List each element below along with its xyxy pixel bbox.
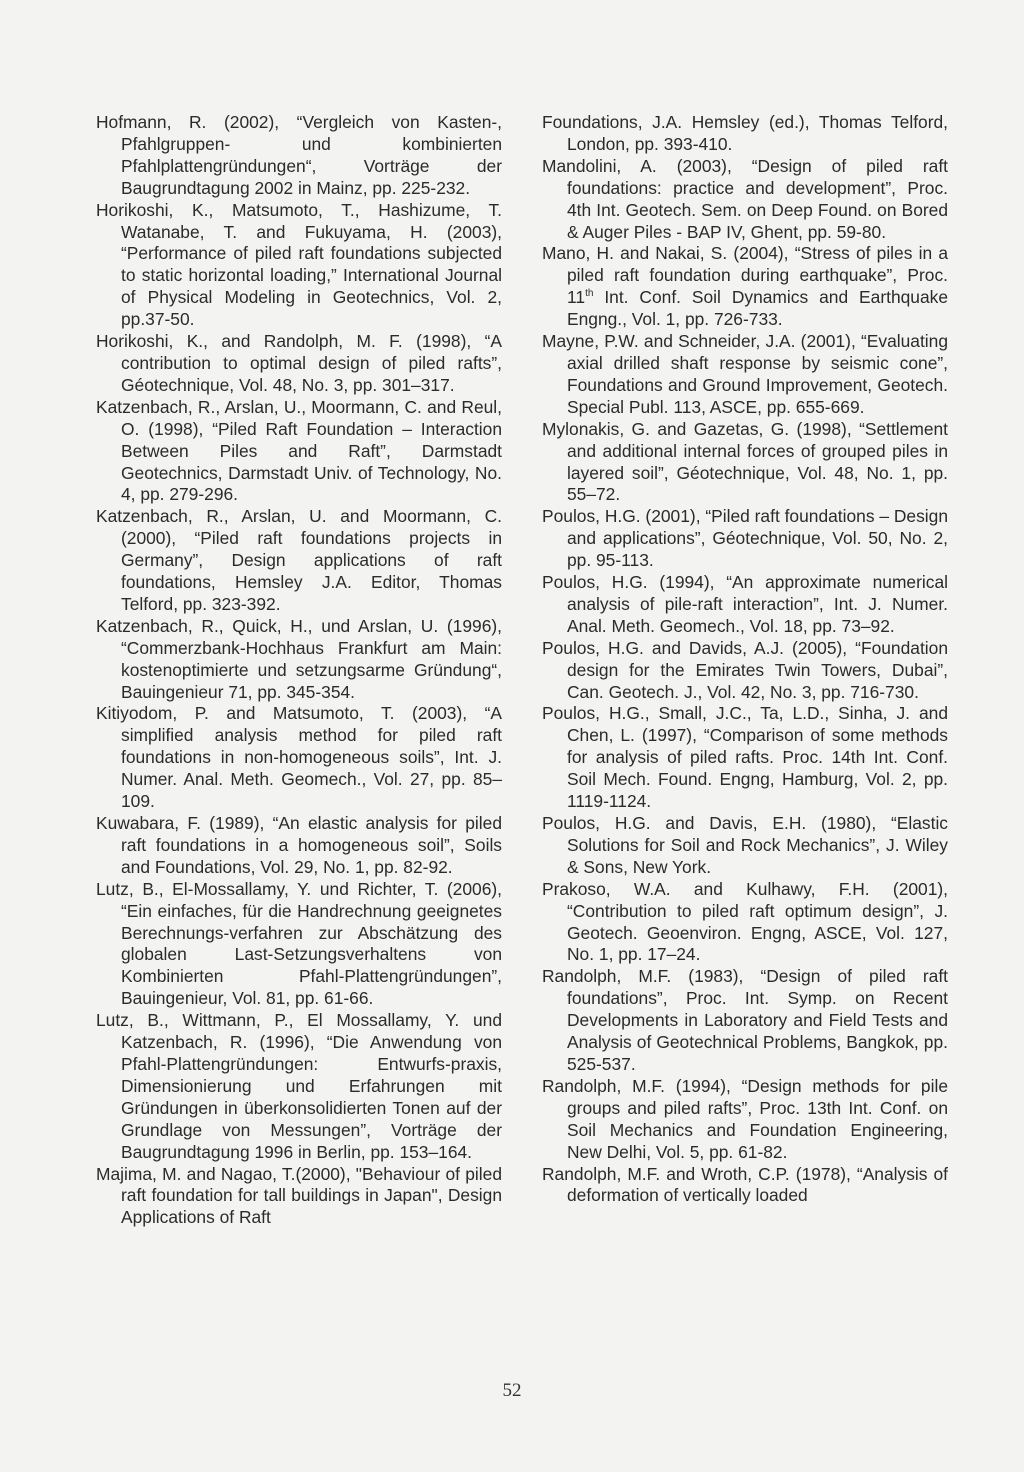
reference-entry: Prakoso, W.A. and Kulhawy, F.H. (2001), “Contribution to piled raft optimum design”, J. Geotech. Geoenviron. Engng, ASCE, Vol. 127, No. 1, pp. 17–24. xyxy=(542,878,948,965)
references-left-column xyxy=(96,112,502,1229)
reference-entry: Horikoshi, K., Matsumoto, T., Hashizume, T. Watanabe, T. and Fukuyama, H. (2003), “Performance of piled raft foundations subjected to static horizontal loading,” International Journal of Physical Modeling in Geotechnics, Vol. 2, pp.37-50. xyxy=(96,199,502,330)
reference-entry: Katzenbach, R., Arslan, U. and Moormann, C. (2000), “Piled raft foundations projects in Germany”, Design applications of raft foundations, Hemsley J.A. Editor, Thomas Telford, pp. 323-392. xyxy=(96,506,502,614)
reference-entry-mano xyxy=(542,243,948,331)
reference-entry: Poulos, H.G., Small, J.C., Ta, L.D., Sinha, J. and Chen, L. (1997), “Comparison of some methods for analysis of piled rafts. Proc. 14th Int. Conf. Soil Mech. Found. Engng, Hamburg, Vol. 2, pp. 1119-1124. xyxy=(542,703,948,812)
reference-entry: Mandolini, A. (2003), “Design of piled raft foundations: practice and development”, Proc. 4th Int. Geotech. Sem. on Deep Found. on Bored & Auger Piles - BAP IV, Ghent, pp. 59-80. xyxy=(542,155,948,242)
superscript: th xyxy=(585,288,594,300)
reference-entry: Kitiyodom, P. and Matsumoto, T. (2003), “A simplified analysis method for piled raft foundations in non-homogeneous soils”, Int. J. Numer. Anal. Meth. Geomech., Vol. 27, pp. 85–109. xyxy=(96,703,502,812)
reference-entry: Randolph, M.F. and Wroth, C.P. (1978), “Analysis of deformation of vertically loaded xyxy=(542,1163,948,1206)
reference-text: Mano, H. and Nakai, S. (2004), “Stress of piles in a piled raft foundation during earthquake”, Proc. 11 xyxy=(542,243,948,308)
page-number: 52 xyxy=(502,1380,522,1401)
reference-entry: Majima, M. and Nagao, T.(2000), "Behaviour of piled raft foundation for tall buildings in Japan", Design Applications of Raft xyxy=(96,1163,502,1228)
reference-entry: Katzenbach, R., Quick, H., und Arslan, U. (1996), “Commerzbank-Hochhaus Frankfurt am Main: kostenoptimierte und setzungsarme Gründung“, Bauingenieur 71, pp. 345-354. xyxy=(96,615,502,702)
reference-entry: Poulos, H.G. and Davis, E.H. (1980), “Elastic Solutions for Soil and Rock Mechanics”, J. Wiley & Sons, New York. xyxy=(542,813,948,877)
reference-entry: Poulos, H.G. (1994), “An approximate numerical analysis of pile-raft interaction”, Int. J. Numer. Anal. Meth. Geomech., Vol. 18, pp. 73–92. xyxy=(542,572,948,636)
reference-entry: Mylonakis, G. and Gazetas, G. (1998), “Settlement and additional internal forces of grouped piles in layered soil”, Géotechnique, Vol. 48, No. 1, pp. 55–72. xyxy=(542,418,948,505)
reference-entry: Poulos, H.G. (2001), “Piled raft foundations – Design and applications”, Géotechnique, Vol. 50, No. 2, pp. 95-113. xyxy=(542,506,948,571)
reference-entry: Katzenbach, R., Arslan, U., Moormann, C. and Reul, O. (1998), “Piled Raft Foundation – Interaction Between Piles and Raft”, Darmstadt Geotechnics, Darmstadt Univ. of Technology, No. 4, pp. 279-296. xyxy=(96,396,502,505)
reference-entry: Randolph, M.F. (1983), “Design of piled raft foundations”, Proc. Int. Symp. on Recent Developments in Laboratory and Field Tests and Analysis of Geotechnical Problems, Bangkok, pp. 525-537. xyxy=(542,966,948,1074)
reference-entry: Lutz, B., Wittmann, P., El Mossallamy, Y. und Katzenbach, R. (1996), “Die Anwendung von Pfahl-Plattengründungen: Entwurfs-praxis, Dimensionierung und Erfahrungen mit Gründungen in überkonsolidierten Tonen auf der Grundlage von Messungen”, Vorträge der Baugrundtagung 1996 in Berlin, pp. 153–164. xyxy=(96,1010,502,1162)
references-right-column xyxy=(542,112,948,1207)
reference-entry-continued: Foundations, J.A. Hemsley (ed.), Thomas Telford, London, pp. 393-410. xyxy=(542,112,948,154)
reference-text: Int. Conf. Soil Dynamics and Earthquake Engng., Vol. 1, pp. 726-733. xyxy=(567,287,948,330)
reference-entry: Mayne, P.W. and Schneider, J.A. (2001), “Evaluating axial drilled shaft response by seismic cone”, Foundations and Ground Improvement, Geotech. Special Publ. 113, ASCE, pp. 655-669. xyxy=(542,331,948,417)
reference-entry: Hofmann, R. (2002), “Vergleich von Kasten-, Pfahlgruppen- und kombinierten Pfahlplattengründungen“, Vorträge der Baugrundtagung 2002 in Mainz, pp. 225-232. xyxy=(96,112,502,198)
reference-entry: Lutz, B., El-Mossallamy, Y. und Richter, T. (2006), “Ein einfaches, für die Handrechnung geeignetes Berechnungs-verfahren zur Abschätzung des globalen Last-Setzungsverhaltens von Kombinierten Pfahl-Plattengründungen”, Bauingenieur, Vol. 81, pp. 61-66. xyxy=(96,878,502,1009)
reference-entry: Randolph, M.F. (1994), “Design methods for pile groups and piled rafts”, Proc. 13th Int. Conf. on Soil Mechanics and Foundation Engineering, New Delhi, Vol. 5, pp. 61-82. xyxy=(542,1075,948,1162)
reference-entry: Poulos, H.G. and Davids, A.J. (2005), “Foundation design for the Emirates Twin Towers, Dubai”, Can. Geotech. J., Vol. 42, No. 3, pp. 716-730. xyxy=(542,637,948,702)
reference-entry: Kuwabara, F. (1989), “An elastic analysis for piled raft foundations in a homogeneous soil”, Soils and Foundations, Vol. 29, No. 1, pp. 82-92. xyxy=(96,813,502,877)
reference-entry: Horikoshi, K., and Randolph, M. F. (1998), “A contribution to optimal design of piled rafts”, Géotechnique, Vol. 48, No. 3, pp. 301–317. xyxy=(96,331,502,395)
